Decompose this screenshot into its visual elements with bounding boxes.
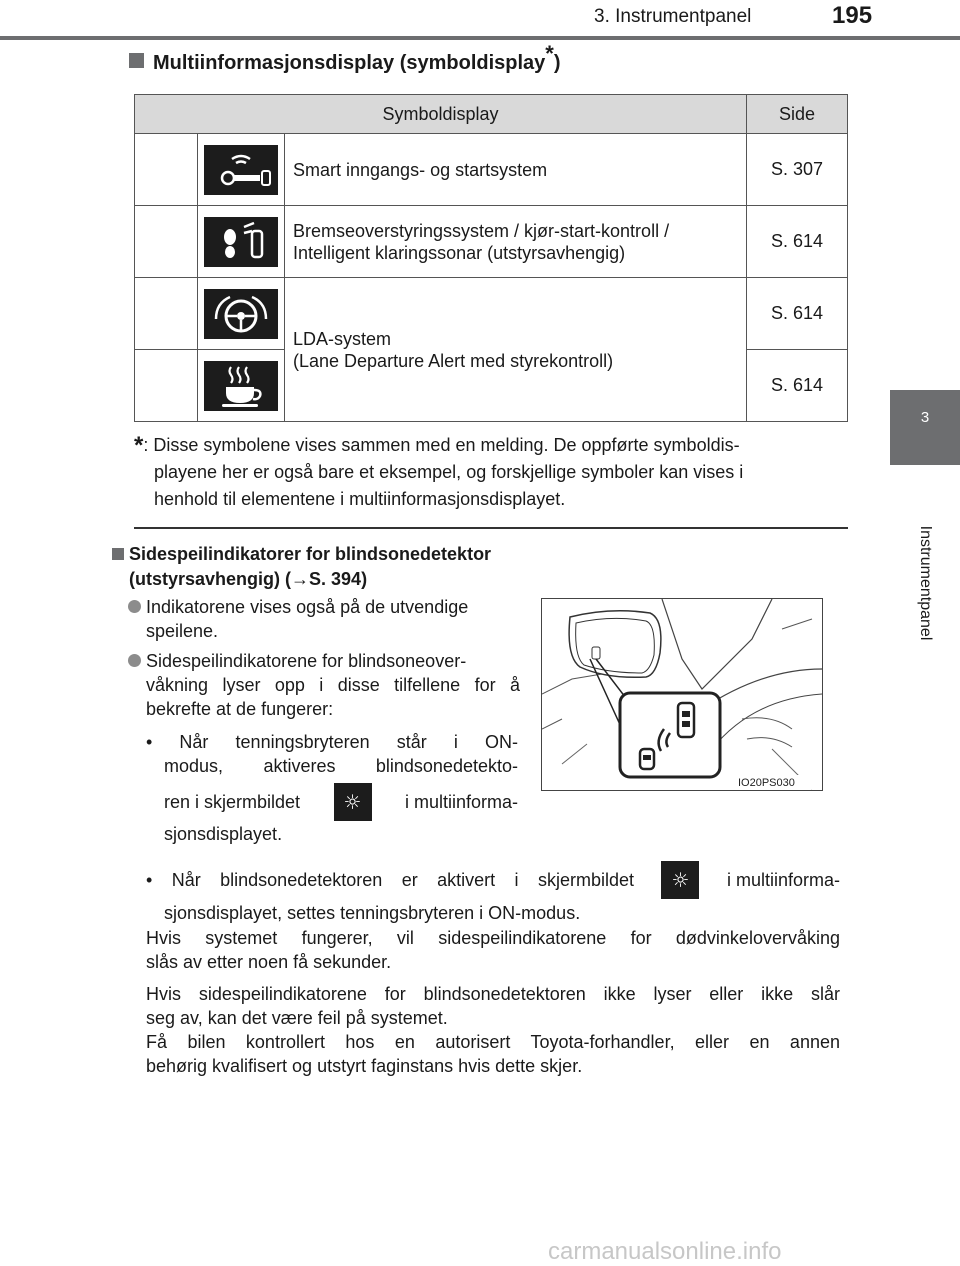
table-header-row xyxy=(135,95,848,134)
page-ref: S. 614 xyxy=(747,350,848,422)
subsection-title-text: (utstyrsavhengig) ( xyxy=(129,569,292,589)
section-title xyxy=(129,41,561,75)
chapter-header: 3. Instrumentpanel xyxy=(594,6,752,27)
footnote-star: * xyxy=(134,432,144,459)
section-title-asterisk: * xyxy=(545,41,554,66)
page-ref: S. 307 xyxy=(747,134,848,206)
icon-cell xyxy=(198,350,285,422)
icon-cell xyxy=(198,134,285,206)
bullet-text: våkning lyser opp i disse tilfellene for å xyxy=(146,675,520,695)
brake-pedal-icon xyxy=(204,217,278,267)
side-tab-number: 3 xyxy=(890,390,960,465)
sub-bullet-text: • Når tenningsbryteren står i ON- xyxy=(146,732,518,752)
desc-line: Bremseoverstyringssystem / kjør-start-kontroll / xyxy=(293,220,670,241)
paragraph-line: behørig kvalifisert og utstyrt faginstans hvis dette skjer. xyxy=(146,1056,583,1076)
page-link[interactable]: S. 394) xyxy=(309,569,368,589)
sub-bullet-line xyxy=(146,861,840,899)
footnote xyxy=(134,432,842,513)
paragraph-line: seg av, kan det være feil på systemet. xyxy=(146,1008,448,1028)
footnote-text: : Disse symbolene vises sammen med en melding. De oppførte symboldis- xyxy=(143,435,740,455)
side-tab-label-text: Instrumentpanel xyxy=(917,525,934,640)
arrow-icon: → xyxy=(291,569,310,589)
section-title-close: ) xyxy=(553,52,561,74)
desc-cell: Smart inngangs- og startsystem xyxy=(285,134,747,206)
sub-bullet-text: modus, aktiveres blindsonedetekto- xyxy=(164,756,518,776)
bullet-text: Sidespeilindikatorene for blindsoneover- xyxy=(146,651,467,671)
table-row xyxy=(135,206,848,278)
paragraph-line: Få bilen kontrollert hos en autorisert Toyota-forhandler, eller en annen xyxy=(146,1032,840,1052)
subsection-title xyxy=(112,542,491,592)
section-title-text: Multiinformasjonsdisplay (symboldisplay xyxy=(153,52,546,74)
section-divider xyxy=(134,527,848,529)
smart-key-icon xyxy=(204,145,278,195)
table-row xyxy=(135,278,848,350)
col-page-header: Side xyxy=(747,95,848,134)
sub-bullet-text: sjonsdisplayet. xyxy=(164,824,283,844)
blank-cell xyxy=(135,350,198,422)
subsection-title-text: Sidespeilindikatorer for blindsonedetektor xyxy=(129,544,492,564)
blank-cell xyxy=(135,206,198,278)
desc-line: (Lane Departure Alert med styrekontroll) xyxy=(293,350,614,371)
page-ref: S. 614 xyxy=(747,206,848,278)
desc-line: Intelligent klaringssonar (utstyrsavhengig) xyxy=(293,242,626,263)
bullet-text: Indikatorene vises også på de utvendige xyxy=(146,597,469,617)
page-number: 195 xyxy=(832,2,873,29)
paragraph-line: Hvis sidespeilindikatorene for blindsonedetektoren ikke lyser eller ikke slår xyxy=(146,984,840,1004)
bullet-dot-icon xyxy=(128,600,141,613)
gear-settings-icon xyxy=(334,783,372,821)
sub-bullet-text: i multiinforma- xyxy=(726,870,840,890)
coffee-cup-icon xyxy=(204,361,278,411)
header-rule xyxy=(0,36,960,40)
sub-bullet-text: • Når blindsonedetektoren er aktivert i skjermbildet xyxy=(146,870,634,890)
desc-cell xyxy=(285,278,747,422)
watermark: carmanualsonline.info xyxy=(548,1238,782,1265)
paragraph-line: Hvis systemet fungerer, vil sidespeilindikatorene for dødvinkelovervåking xyxy=(146,928,840,948)
desc-line: LDA-system xyxy=(293,328,392,349)
bullet-item xyxy=(128,595,520,643)
sub-bullet-line xyxy=(164,783,518,821)
bullet-text: speilene. xyxy=(146,621,219,641)
footnote-text: henhold til elementene i multiinformasjonsdisplayet. xyxy=(154,489,566,509)
section-square-icon xyxy=(129,53,144,68)
bullet-item xyxy=(128,649,520,721)
steering-wheel-hands-icon xyxy=(204,289,278,339)
table-row xyxy=(135,134,848,206)
icon-cell xyxy=(198,206,285,278)
desc-cell xyxy=(285,206,747,278)
sub-bullet-text: sjonsdisplayet, settes tenningsbryteren i ON-modus. xyxy=(164,903,581,923)
blank-cell xyxy=(135,134,198,206)
sub-bullet-text: ren i skjermbildet xyxy=(164,792,301,812)
gear-settings-icon xyxy=(661,861,699,899)
blank-cell xyxy=(135,278,198,350)
sub-bullet-text: i multiinforma- xyxy=(404,792,518,812)
side-tab-label xyxy=(890,465,960,700)
figure-code: IO20PS030 xyxy=(738,777,795,789)
blind-spot-mirror-illustration xyxy=(541,598,823,791)
footnote-text: playene her er også bare et eksempel, og forskjellige symboler kan vises i xyxy=(154,462,744,482)
bullet-dot-icon xyxy=(128,654,141,667)
symbol-table xyxy=(134,94,848,422)
bullet-text: bekrefte at de fungerer: xyxy=(146,699,334,719)
page-ref: S. 614 xyxy=(747,278,848,350)
subsection-square-icon xyxy=(112,548,124,560)
paragraph-line: slås av etter noen få sekunder. xyxy=(146,952,392,972)
col-symbol-header: Symboldisplay xyxy=(135,95,747,134)
icon-cell xyxy=(198,278,285,350)
